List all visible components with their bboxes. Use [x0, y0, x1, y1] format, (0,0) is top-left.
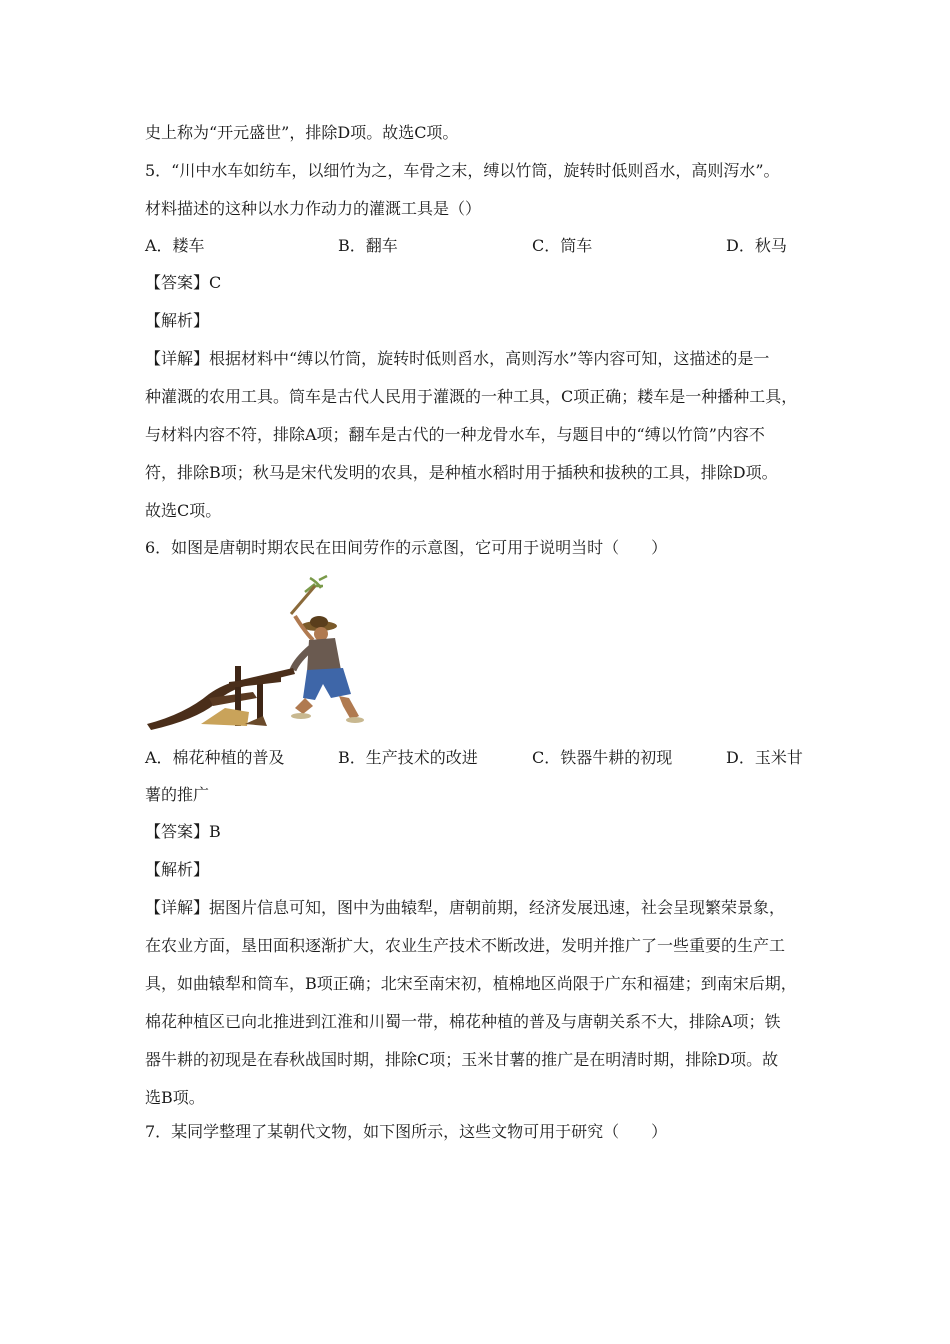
explanation-line: 与材料内容不符，排除A项；翻车是古代的一种龙骨水车，与题目中的“缚以竹筒”内容不: [145, 425, 765, 444]
explanation-line: 【详解】根据材料中“缚以竹筒，旋转时低则舀水，高则泻水”等内容可知，这描述的是一: [145, 349, 770, 368]
answer-label: 【答案】B: [145, 822, 221, 841]
question-5-stem: 5．“川中水车如纺车，以细竹为之，车骨之末，缚以竹筒，旋转时低则舀水，高则泻水”。: [145, 161, 780, 180]
explanation-line: 【详解】据图片信息可知，图中为曲辕犁，唐朝前期，经济发展迅速，社会呈现繁荣景象，: [145, 898, 786, 917]
text-line: 史上称为“开元盛世”，排除D项。故选C项。: [145, 123, 459, 142]
q6-option-d-continued: 薯的推广: [145, 785, 210, 804]
explanation-line: 选B项。: [145, 1088, 205, 1107]
q6-option-b: B．生产技术的改进: [338, 748, 478, 767]
explanation-line: 故选C项。: [145, 501, 222, 520]
question-5-stem: 材料描述的这种以水力作动力的灌溉工具是（）: [145, 199, 482, 218]
explanation-line: 具，如曲辕犁和筒车，B项正确；北宋至南宋初，植棉地区尚限于广东和福建；到南宋后期，: [145, 974, 797, 993]
q6-option-d: D．玉米甘: [726, 748, 803, 767]
q6-option-c: C．铁器牛耕的初现: [532, 748, 673, 767]
explanation-line: 种灌溉的农用工具。筒车是古代人民用于灌溉的一种工具，C项正确；耧车是一种播种工具，: [145, 387, 798, 406]
explanation-line: 器牛耕的初现是在春秋战国时期，排除C项；玉米甘薯的推广是在明清时期，排除D项。故: [145, 1050, 779, 1069]
explanation-line: 在农业方面，垦田面积逐渐扩大，农业生产技术不断改进，发明并推广了一些重要的生产工: [145, 936, 786, 955]
q5-option-b: B．翻车: [338, 236, 398, 255]
q5-option-d: D．秋马: [726, 236, 787, 255]
analysis-label: 【解析】: [145, 860, 210, 879]
q5-option-a: A．耧车: [145, 236, 205, 255]
q5-option-c: C．筒车: [532, 236, 593, 255]
explanation-line: 符，排除B项；秋马是宋代发明的农具，是种植水稻时用于插秧和拔秧的工具，排除D项。: [145, 463, 778, 482]
explanation-line: 棉花种植区已向北推进到江淮和川蜀一带，棉花种植的普及与唐朝关系不大，排除A项；铁: [145, 1012, 781, 1031]
farmer-plowing-illustration: [145, 574, 367, 734]
question-7-stem: 7．某同学整理了某朝代文物，如下图所示，这些文物可用于研究（ ）: [145, 1122, 668, 1141]
q6-option-a: A．棉花种植的普及: [145, 748, 285, 767]
answer-label: 【答案】C: [145, 273, 222, 292]
question-6-stem: 6．如图是唐朝时期农民在田间劳作的示意图，它可用于说明当时（ ）: [145, 538, 668, 557]
analysis-label: 【解析】: [145, 311, 210, 330]
